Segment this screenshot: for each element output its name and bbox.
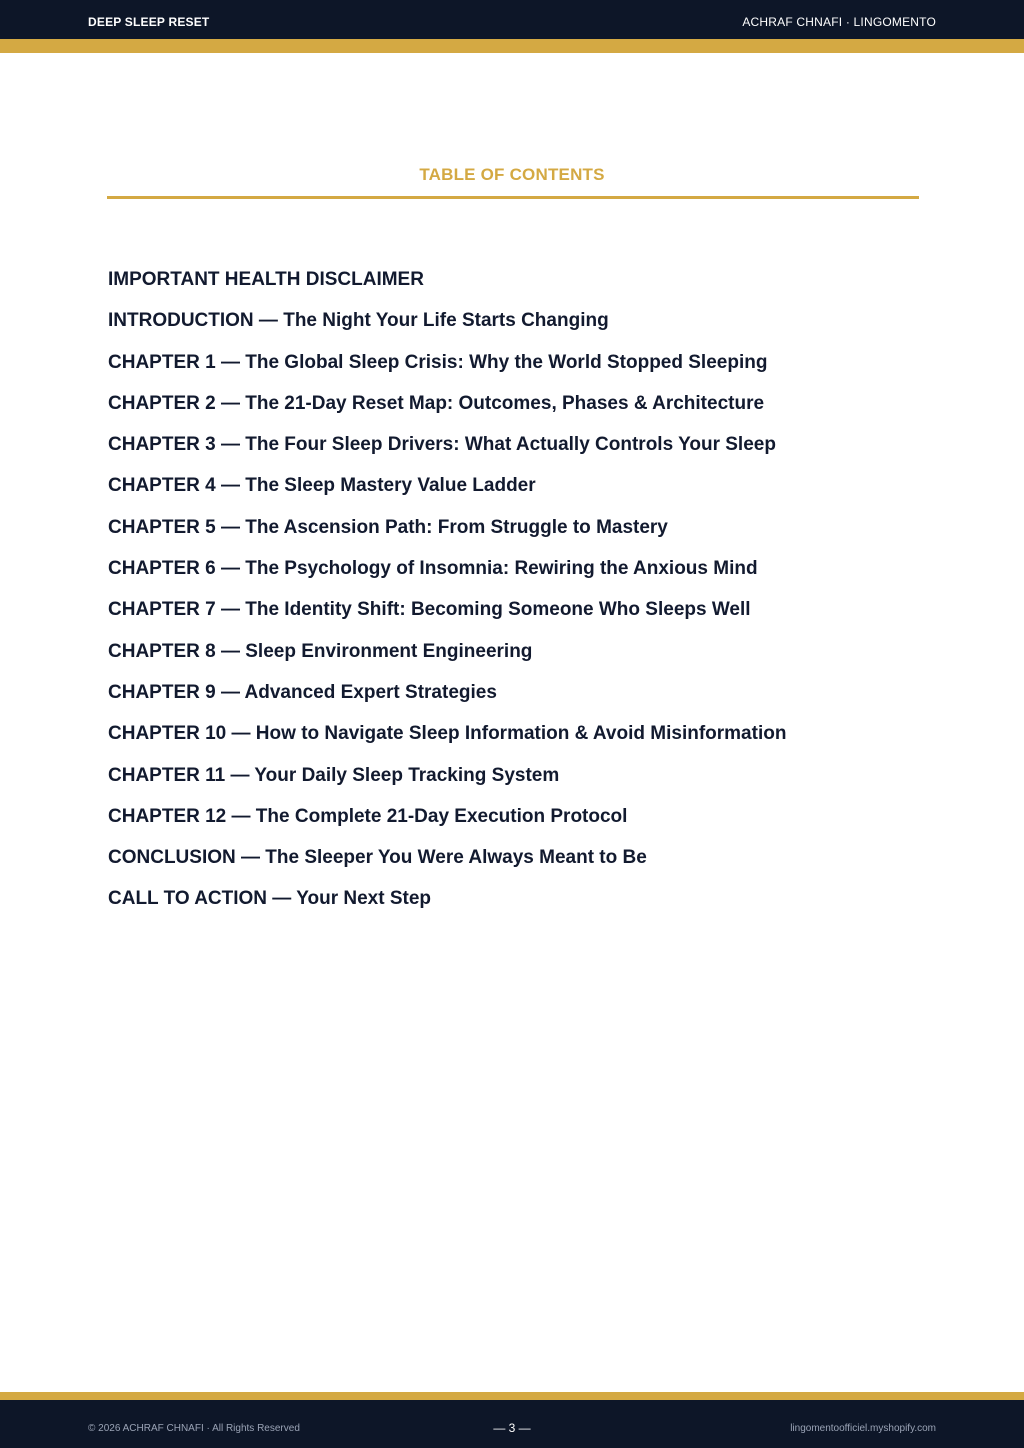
copyright-text: © 2026 ACHRAF CHNAFI · All Rights Reserved — [88, 1423, 300, 1434]
toc-item-disclaimer[interactable]: IMPORTANT HEALTH DISCLAIMER — [108, 269, 424, 290]
toc-item-chapter-6[interactable]: CHAPTER 6 — The Psychology of Insomnia: Rewiring the Anxious Mind — [108, 558, 758, 580]
toc-item-chapter-8[interactable]: CHAPTER 8 — Sleep Environment Engineering — [108, 640, 533, 662]
toc-item-introduction[interactable]: INTRODUCTION — The Night Your Life Starts Changing — [108, 310, 609, 332]
toc-item-chapter-9[interactable]: CHAPTER 9 — Advanced Expert Strategies — [108, 681, 497, 703]
toc-item-chapter-11[interactable]: CHAPTER 11 — Your Daily Sleep Tracking System — [108, 764, 560, 786]
website-link[interactable]: lingomentoofficiel.myshopify.com — [790, 1423, 936, 1434]
header-accent-stripe — [0, 39, 1024, 53]
toc-item-call-to-action[interactable]: CALL TO ACTION — Your Next Step — [108, 888, 432, 910]
toc-item-conclusion[interactable]: CONCLUSION — The Sleeper You Were Always Meant to Be — [108, 847, 647, 869]
book-title: DEEP SLEEP RESET — [88, 15, 210, 29]
toc-heading: TABLE OF CONTENTS — [419, 165, 605, 184]
toc-item-chapter-7[interactable]: CHAPTER 7 — The Identity Shift: Becoming Someone Who Sleeps Well — [108, 599, 751, 621]
toc-divider — [107, 196, 919, 199]
toc-item-chapter-3[interactable]: CHAPTER 3 — The Four Sleep Drivers: What Actually Controls Your Sleep — [108, 434, 776, 456]
toc-item-chapter-12[interactable]: CHAPTER 12 — The Complete 21-Day Execution Protocol — [108, 805, 628, 827]
footer-accent-stripe — [0, 1392, 1024, 1400]
toc-item-chapter-10[interactable]: CHAPTER 10 — How to Navigate Sleep Information & Avoid Misinformation — [108, 723, 787, 745]
author-brand: ACHRAF CHNAFI · LINGOMENTO — [742, 15, 936, 29]
toc-list — [108, 268, 918, 929]
page-number: — 3 — — [493, 1421, 531, 1435]
toc-item-chapter-4[interactable]: CHAPTER 4 — The Sleep Mastery Value Ladder — [108, 475, 536, 497]
toc-item-chapter-5[interactable]: CHAPTER 5 — The Ascension Path: From Struggle to Mastery — [108, 516, 668, 538]
toc-item-chapter-2[interactable]: CHAPTER 2 — The 21-Day Reset Map: Outcomes, Phases & Architecture — [108, 392, 765, 414]
toc-item-chapter-1[interactable]: CHAPTER 1 — The Global Sleep Crisis: Why the World Stopped Sleeping — [108, 351, 768, 373]
